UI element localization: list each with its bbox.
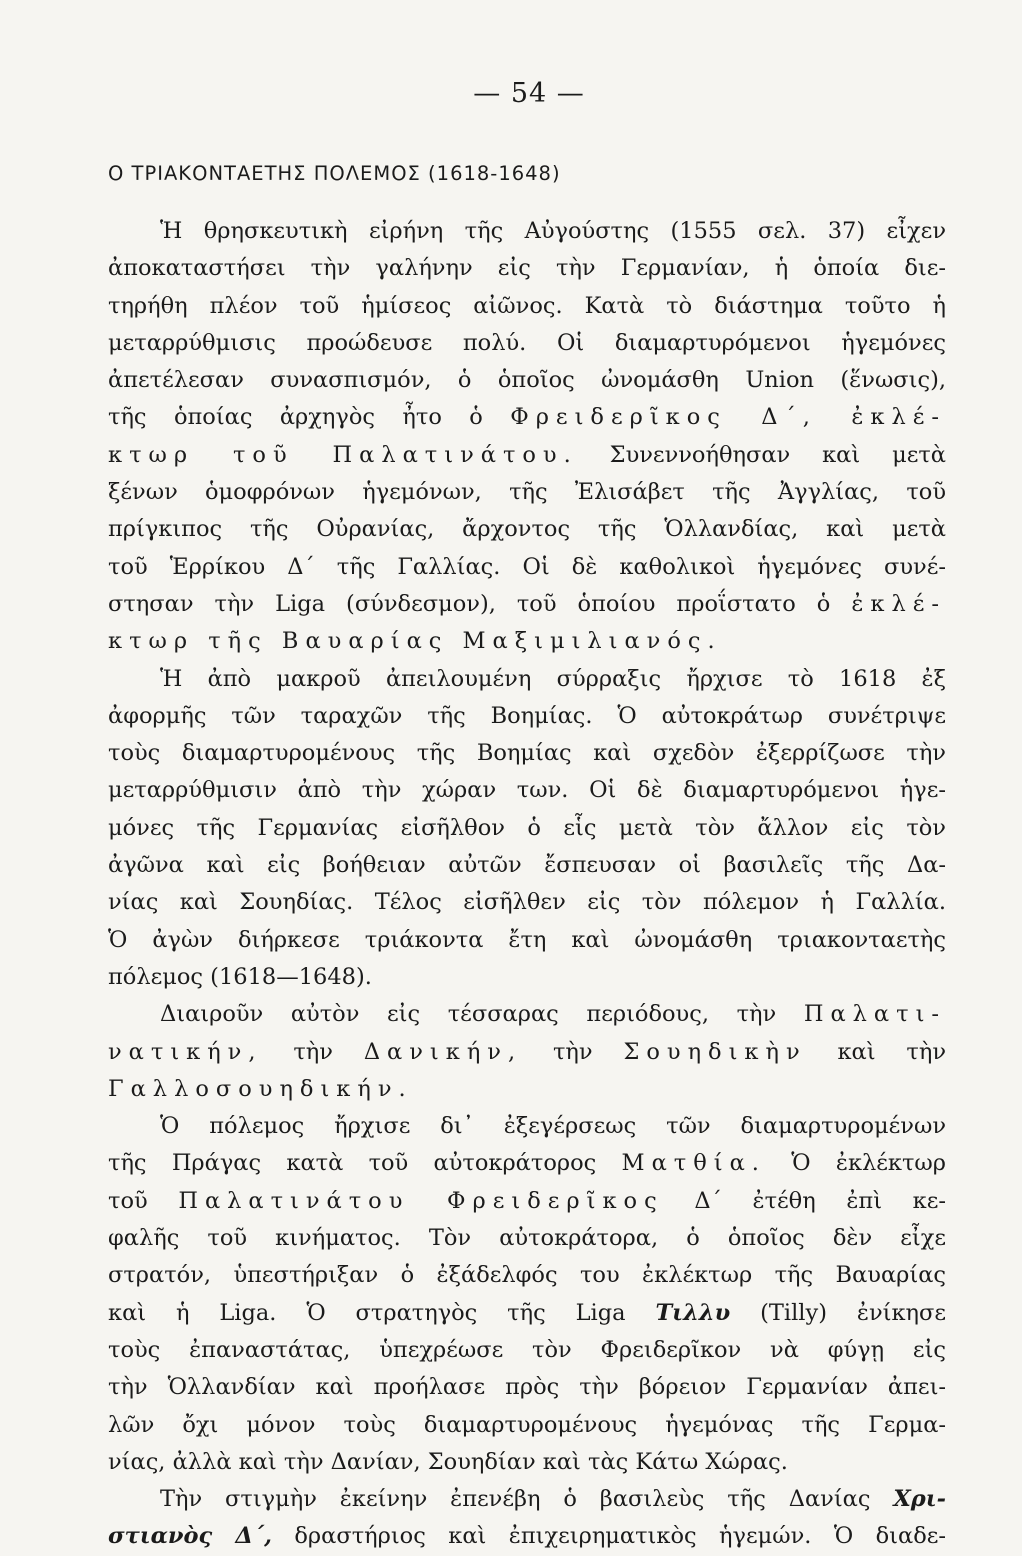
text-line: τοῦ Παλατινάτου Φρειδερῖκος Δ΄ ἐτέθη ἐπὶ κε- <box>108 1187 947 1214</box>
spaced-title: κτωρ τῆς Βαυαρίας Μαξιμιλιανός. <box>108 628 722 655</box>
spaced-word: Σουηδικὴν <box>623 1038 807 1065</box>
text-line: ἀπετέλεσαν συνασπισμόν, ὁ ὁποῖος ὠνομάσθη Union (ἕνωσις), <box>108 367 946 394</box>
text-line: στησαν τὴν Liga (σύνδεσμον), τοῦ ὁποίου προΐστατο ὁ ἐκλέ- <box>108 590 947 617</box>
text-line: Ἡ ἀπὸ μακροῦ ἀπειλουμένη σύρραξις ἤρχισε τὸ 1618 ἐξ <box>160 665 946 692</box>
text-line: στρατόν, ὑπεστήριξαν ὁ ἐξάδελφός του ἐκλέκτωρ τῆς Βαυαρίας <box>108 1262 946 1289</box>
text-line: τῆς Πράγας κατὰ τοῦ αὐτοκράτορος Ματθία. Ὁ ἐκλέκτωρ <box>108 1150 947 1177</box>
text-line: τηρήθη πλέον τοῦ ἡμίσεος αἰῶνος. Κατὰ τὸ διάστημα τοῦτο ἡ <box>108 292 946 319</box>
text-line: ἀποκαταστήσει τὴν γαλήνην εἰς τὴν Γερμανίαν, ἡ ὁποία διε- <box>108 255 946 282</box>
emphasized-name: Τιλλυ <box>655 1299 731 1326</box>
text-line: νατικήν, τὴν Δανικήν, τὴν Σουηδικὴν καὶ τὴν <box>108 1038 947 1065</box>
chapter-title: Ο ΤΡΙΑΚΟΝΤΑΕΤΗΣ ΠΟΛΕΜΟΣ (1618-1648) <box>108 162 561 185</box>
text-line: πόλεμος (1618—1648). <box>108 963 372 990</box>
text-line <box>108 623 946 660</box>
text-line <box>108 1071 946 1108</box>
text-line: Ἡ θρησκευτικὴ εἰρήνη τῆς Αὐγούστης (1555 σελ. 37) εἶχεν <box>160 218 946 244</box>
spaced-word: Δανικήν, <box>363 1038 523 1065</box>
text-line: τοὺς διαμαρτυρομένους τῆς Βοημίας καὶ σχεδὸν ἐξερρίζωσε τὴν <box>108 740 946 767</box>
spaced-word: Παλατι- <box>803 1001 947 1028</box>
text-line: φαλῆς τοῦ κινήματος. Τὸν αὐτοκράτορα, ὁ ὁποῖος δὲν εἶχε <box>108 1225 946 1252</box>
text-line: Τὴν στιγμὴν ἐκείνην ἐπενέβη ὁ βασιλεὺς τῆς Δανίας Χρι- <box>160 1486 946 1513</box>
text-line: μεταρρύθμισιν ἀπὸ τὴν χώραν των. Οἱ δὲ διαμαρτυρόμενοι ἡγε- <box>108 777 946 804</box>
spaced-word: νατικήν, <box>108 1038 263 1065</box>
spaced-name: Φρειδερῖκος Δ΄, ἐκλέ- <box>510 404 946 431</box>
text-line: νίας, ἀλλὰ καὶ τὴν Δανίαν, Σουηδίαν καὶ τὰς Κάτω Χώρας. <box>108 1448 788 1475</box>
text-line: καὶ ἡ Liga. Ὁ στρατηγὸς τῆς Liga Τιλλυ (Tilly) ἐνίκησε <box>108 1299 947 1326</box>
text-line: νίας καὶ Σουηδίας. Τέλος εἰσῆλθεν εἰς τὸν πόλεμον ἡ Γαλλία. <box>108 889 946 916</box>
text-line: κτωρ τοῦ Παλατινάτου. Συνεννοήθησαν καὶ μετὰ <box>108 441 946 468</box>
spaced-title: κτωρ τοῦ Παλατινάτου. <box>108 441 578 468</box>
text-line: Ὁ ἀγὼν διήρκεσε τριάκοντα ἔτη καὶ ὠνομάσθη τριακονταετὴς <box>108 926 946 953</box>
text-line: μεταρρύθμισις προώδευσε πολύ. Οἱ διαμαρτυρόμενοι ἡγεμόνες <box>108 329 946 356</box>
emphasized-name: στιανὸς Δ΄, <box>108 1523 272 1550</box>
spaced-title: Παλατινάτου Φρειδερῖκος <box>178 1187 664 1214</box>
spaced-word: ἐκλέ- <box>851 590 947 617</box>
text-line: πρίγκιπος τῆς Οὐρανίας, ἄρχοντος τῆς Ὁλλανδίας, καὶ μετὰ <box>108 516 946 543</box>
text-line: τῆς ὁποίας ἀρχηγὸς ἦτο ὁ Φρειδερῖκος Δ΄, ἐκλέ- <box>108 404 946 431</box>
text-line: Ὁ πόλεμος ἤρχισε δι᾿ ἐξεγέρσεως τῶν διαμαρτυρομένων <box>160 1113 946 1140</box>
text-line: μόνες τῆς Γερμανίας εἰσῆλθον ὁ εἷς μετὰ τὸν ἄλλον εἰς τὸν <box>108 814 946 841</box>
text-line: ξένων ὁμοφρόνων ἡγεμόνων, τῆς Ἐλισάβετ τῆς Ἀγγλίας, τοῦ <box>108 479 946 506</box>
emphasized-name: Χρι- <box>893 1486 946 1513</box>
text-line: τοὺς ἐπαναστάτας, ὑπεχρέωσε τὸν Φρειδερῖκον νὰ φύγῃ εἰς <box>108 1336 946 1363</box>
text-line: τοῦ Ἑρρίκου Δ΄ τῆς Γαλλίας. Οἱ δὲ καθολικοὶ ἡγεμόνες συνέ- <box>108 553 946 580</box>
spaced-word: Γαλλοσουηδικήν. <box>108 1075 413 1102</box>
text-line: λῶν ὄχι μόνον τοὺς διαμαρτυρομένους ἡγεμόνας τῆς Γερμα- <box>108 1411 946 1438</box>
text-line: τὴν Ὁλλανδίαν καὶ προήλασε πρὸς τὴν βόρειον Γερμανίαν ἀπει- <box>108 1374 946 1401</box>
text-line: ἀγῶνα καὶ εἰς βοήθειαν αὐτῶν ἔσπευσαν οἱ βασιλεῖς τῆς Δα- <box>108 852 946 879</box>
page-number: — 54 — <box>473 78 585 109</box>
text-line: στιανὸς Δ΄, δραστήριος καὶ ἐπιχειρηματικὸς ἡγεμών. Ὁ διαδε- <box>108 1523 947 1550</box>
text-line: ἀφορμῆς τῶν ταραχῶν τῆς Βοημίας. Ὁ αὐτοκράτωρ συνέτριψε <box>108 702 946 729</box>
spaced-name: Ματθία. <box>621 1150 766 1177</box>
text-line: Διαιροῦν αὐτὸν εἰς τέσσαρας περιόδους, τὴν Παλατι- <box>160 1001 947 1028</box>
body-text <box>108 213 946 1556</box>
